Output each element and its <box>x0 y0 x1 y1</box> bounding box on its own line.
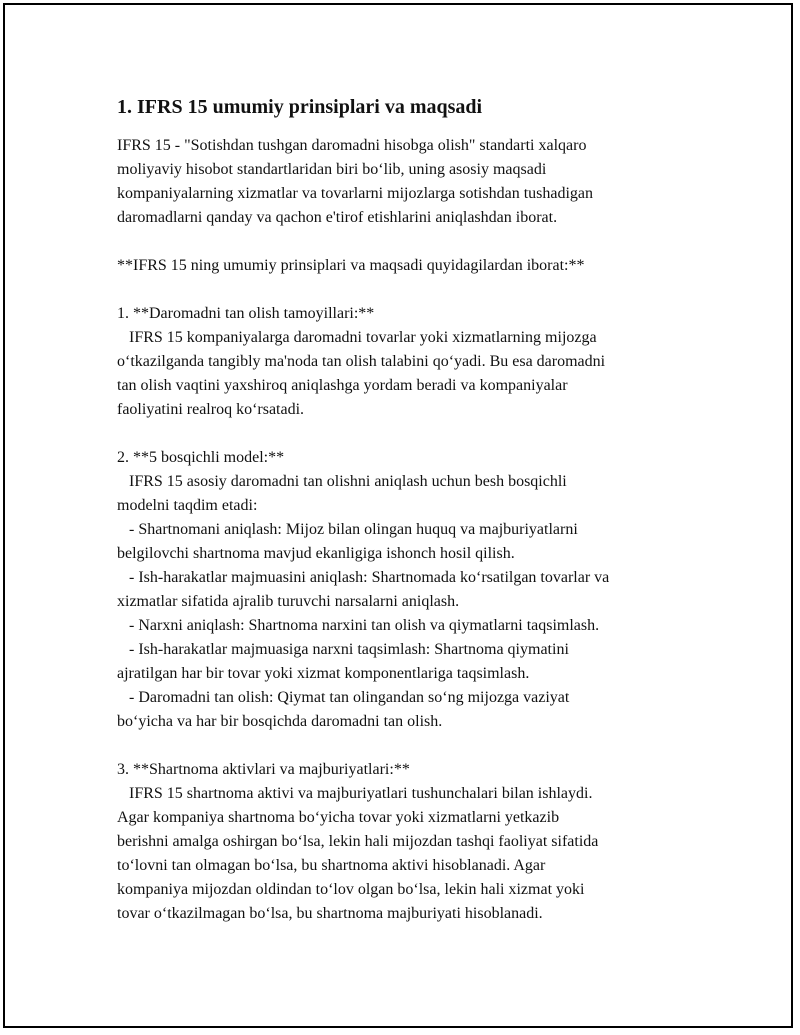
section-2-line: - Ish-harakatlar majmuasiga narxni taqsimlash: Shartnoma qiymatini <box>117 641 569 658</box>
section-1-line: faoliyatini realroq ko‘rsatadi. <box>117 401 305 418</box>
intro-paragraph <box>117 134 697 926</box>
paragraph-gap <box>117 230 697 254</box>
intro-line: moliyaviy hisobot standartlaridan biri bo‘lib, uning asosiy maqsadi <box>117 161 547 178</box>
section-3-line: IFRS 15 shartnoma aktivi va majburiyatlari tushunchalari bilan ishlaydi. <box>117 785 593 802</box>
section-3-line: tovar o‘tkazilmagan bo‘lsa, bu shartnoma majburiyati hisoblanadi. <box>117 905 543 922</box>
document-heading: 1. IFRS 15 umumiy prinsiplari va maqsadi <box>117 96 483 118</box>
intro-line: IFRS 15 - "Sotishdan tushgan daromadni hisobga olish" standarti xalqaro <box>117 137 587 154</box>
section-3-title: 3. **Shartnoma aktivlari va majburiyatlari:** <box>117 761 410 778</box>
paragraph-gap <box>117 278 697 302</box>
section-3-line: to‘lovni tan olmagan bo‘lsa, bu shartnoma aktivi hisoblanadi. Agar <box>117 857 546 874</box>
section-3-line: Agar kompaniya shartnoma bo‘yicha tovar yoki xizmatlarni yetkazib <box>117 809 560 826</box>
section-2-title: 2. **5 bosqichli model:** <box>117 449 285 466</box>
section-2-line: belgilovchi shartnoma mavjud ekanligiga ishonch hosil qilish. <box>117 545 515 562</box>
section-1-line: o‘tkazilganda tangibly ma'noda tan olish talabini qo‘yadi. Bu esa daromadni <box>117 353 606 370</box>
section-3-line: berishni amalga oshirgan bo‘lsa, lekin hali mijozdan tashqi faoliyat sifatida <box>117 833 599 850</box>
section-3-line: kompaniya mijozdan oldindan to‘lov olgan bo‘lsa, lekin hali xizmat yoki <box>117 881 585 898</box>
section-2-line: IFRS 15 asosiy daromadni tan olishni aniqlash uchun besh bosqichli <box>117 473 567 490</box>
section-2-line: ajratilgan har bir tovar yoki xizmat komponentlariga taqsimlash. <box>117 665 530 682</box>
section-2-line: - Ish-harakatlar majmuasini aniqlash: Shartnomada ko‘rsatilgan tovarlar va <box>117 569 610 586</box>
document-body <box>117 94 697 926</box>
paragraph-gap <box>117 422 697 446</box>
section-2-line: xizmatlar sifatida ajralib turuvchi narsalarni aniqlash. <box>117 593 460 610</box>
section-2-line: bo‘yicha va har bir bosqichda daromadni tan olish. <box>117 713 443 730</box>
section-1-line: IFRS 15 kompaniyalarga daromadni tovarlar yoki xizmatlarning mijozga <box>117 329 597 346</box>
section-1-title: 1. **Daromadni tan olish tamoyillari:** <box>117 305 375 322</box>
intro-line: kompaniyalarning xizmatlar va tovarlarni mijozlarga sotishdan tushadigan <box>117 185 594 202</box>
section-2-line: - Daromadni tan olish: Qiymat tan olingandan so‘ng mijozga vaziyat <box>117 689 570 706</box>
section-2-line: - Narxni aniqlash: Shartnoma narxini tan olish va qiymatlarni taqsimlash. <box>117 617 600 634</box>
paragraph-gap <box>117 734 697 758</box>
summary-line: **IFRS 15 ning umumiy prinsiplari va maqsadi quyidagilardan iborat:** <box>117 257 585 274</box>
section-2-line: - Shartnomani aniqlash: Mijoz bilan olingan huquq va majburiyatlarni <box>117 521 578 538</box>
section-2-line: modelni taqdim etadi: <box>117 497 258 514</box>
section-1-line: tan olish vaqtini yaxshiroq aniqlashga yordam beradi va kompaniyalar <box>117 377 568 394</box>
intro-line: daromadlarni qanday va qachon e'tirof etishlarini aniqlashdan iborat. <box>117 209 558 226</box>
